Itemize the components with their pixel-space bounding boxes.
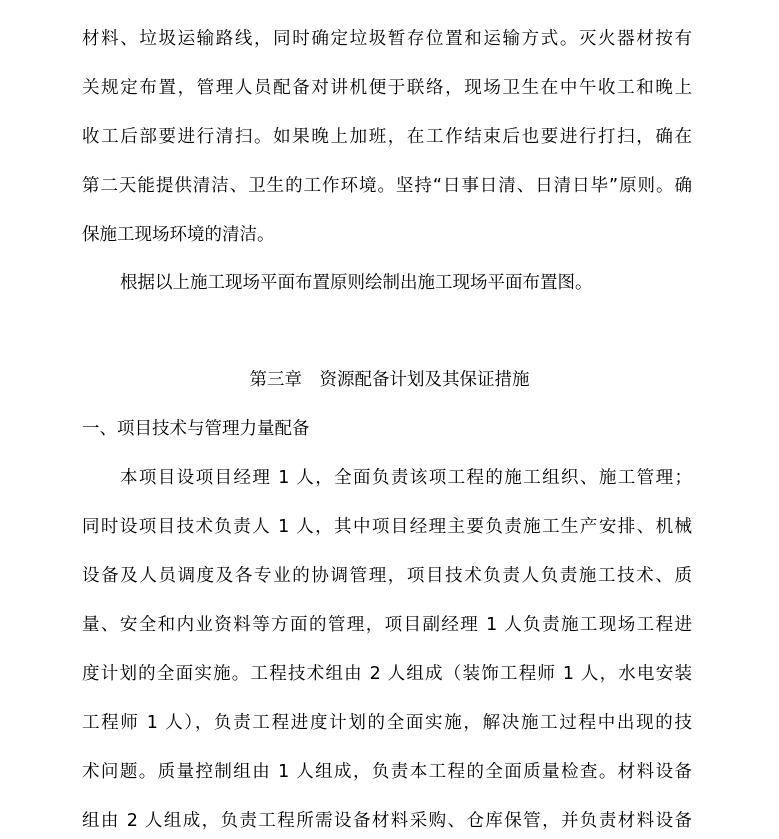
paragraph-3-line-8: 组由 2 人组成，负责工程所需设备材料采购、仓库保管，并负责材料设备 — [82, 811, 692, 831]
paragraph-3-line-7: 术问题。质量控制组由 1 人组成，负责本工程的全面质量检查。材料设备 — [82, 762, 692, 782]
chapter-heading: 第三章 资源配备计划及其保证措施 — [249, 370, 530, 390]
paragraph-3-line-2: 同时设项目技术负责人 1 人，其中项目经理主要负责施工生产安排、机械 — [82, 517, 692, 537]
paragraph-3-line-1: 本项目设项目经理 1 人，全面负责该项工程的施工组织、施工管理； — [120, 468, 692, 488]
paragraph-3-line-5: 度计划的全面实施。工程技术组由 2 人组成（装饰工程师 1 人，水电安装 — [82, 664, 692, 684]
paragraph-3-line-3: 设备及人员调度及各专业的协调管理，项目技术负责人负责施工技术、质 — [82, 566, 692, 586]
section-heading: 一、项目技术与管理力量配备 — [82, 419, 310, 439]
paragraph-1-line-4: 第二天能提供清洁、卫生的工作环境。坚持“日事日清、日清日毕”原则。确 — [82, 176, 692, 196]
paragraph-1-line-3: 收工后部要进行清扫。如果晚上加班，在工作结束后也要进行打扫，确在 — [82, 127, 692, 147]
paragraph-1-line-1: 材料、垃圾运输路线，同时确定垃圾暂存位置和运输方式。灭火器材按有 — [82, 29, 692, 49]
paragraph-1-line-2: 关规定布置，管理人员配备对讲机便于联络，现场卫生在中午收工和晚上 — [82, 78, 692, 98]
paragraph-1-line-5: 保施工现场环境的清洁。 — [82, 225, 275, 245]
paragraph-3-line-6: 工程师 1 人），负责工程进度计划的全面实施，解决施工过程中出现的技 — [82, 713, 692, 733]
paragraph-2: 根据以上施工现场平面布置原则绘制出施工现场平面布置图。 — [120, 273, 593, 293]
paragraph-3-line-4: 量、安全和内业资料等方面的管理，项目副经理 1 人负责施工现场工程进 — [82, 615, 692, 635]
